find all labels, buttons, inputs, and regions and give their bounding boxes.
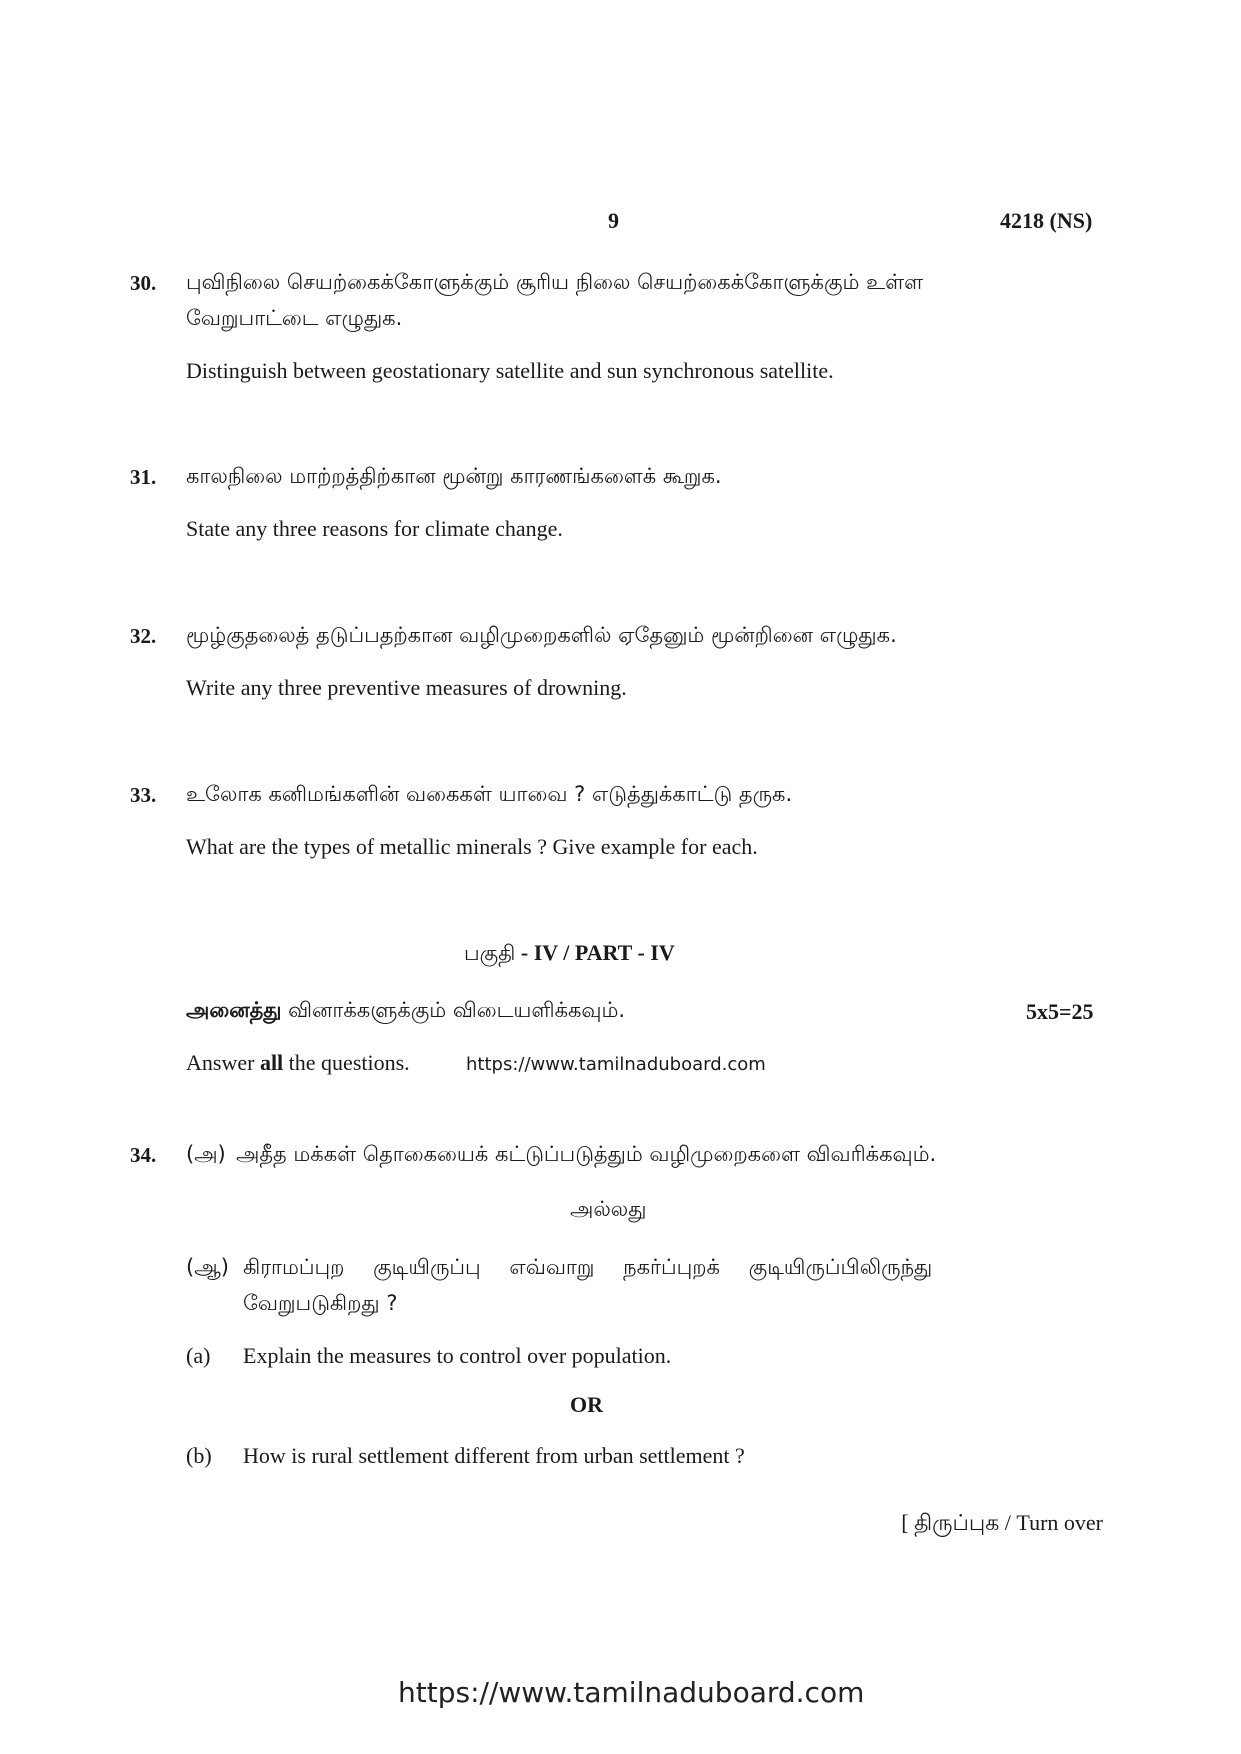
footer-url[interactable]: https://www.tamilnaduboard.com (398, 1676, 865, 1709)
instruction-tamil-bold: அனைத்து (186, 998, 282, 1022)
option-a-label-english: (a) (186, 1343, 211, 1368)
part-heading-tamil: பகுதி (464, 941, 516, 965)
question-number: 30. (130, 271, 157, 295)
question-tamil-line: காலநிலை மாற்றத்திற்கான மூன்று காரணங்களைக் கூறுக. (186, 464, 722, 488)
paper-code: 4218 (NS) (1000, 208, 1093, 233)
watermark-url-inline[interactable]: https://www.tamilnaduboard.com (466, 1054, 766, 1075)
part-heading (464, 940, 675, 968)
or-tamil: அல்லது (570, 1197, 647, 1221)
instruction-english-bold: all (259, 1050, 284, 1075)
marks-allocation: 5x5=25 (1026, 999, 1094, 1024)
question-number: 32. (130, 624, 157, 648)
instruction-tamil (186, 998, 625, 1025)
turn-over-note: [ திருப்புக / Turn over (901, 1510, 1103, 1535)
or-english: OR (570, 1392, 603, 1417)
question-tamil-line: வேறுபாட்டை எழுதுக. (186, 306, 403, 330)
option-b-label-english: (b) (186, 1443, 212, 1468)
page-number: 9 (608, 208, 619, 233)
option-b-english: How is rural settlement different from urban settlement ? (243, 1443, 745, 1468)
option-a-english: Explain the measures to control over population. (243, 1343, 672, 1368)
question-tamil-line: புவிநிலை செயற்கைக்கோளுக்கும் சூரிய நிலை செயற்கைக்கோளுக்கும் உள்ள (186, 270, 924, 294)
question-number: 34. (130, 1143, 157, 1167)
question-number: 33. (130, 783, 157, 807)
instruction-tamil-rest: வினாக்களுக்கும் விடையளிக்கவும். (281, 998, 626, 1022)
instruction-english-post: the questions. (283, 1050, 410, 1075)
option-a-label-tamil: (அ) (186, 1142, 226, 1166)
question-english: State any three reasons for climate change. (186, 516, 563, 541)
instruction-english-pre: Answer (186, 1050, 260, 1075)
question-tamil-line: மூழ்குதலைத் தடுப்பதற்கான வழிமுறைகளில் ஏதேனும் மூன்றினை எழுதுக. (186, 623, 897, 647)
option-b-label-tamil: (ஆ) (186, 1255, 229, 1279)
instruction-english (186, 1050, 410, 1076)
question-tamil-line: உலோக கனிமங்களின் வகைகள் யாவை ? எடுத்துக்காட்டு தருக. (186, 782, 793, 806)
question-number: 31. (130, 465, 157, 489)
question-english: Write any three preventive measures of drowning. (186, 675, 627, 700)
question-english: Distinguish between geostationary satellite and sun synchronous satellite. (186, 358, 834, 383)
question-english: What are the types of metallic minerals ? Give example for each. (186, 834, 758, 859)
part-heading-english: - IV / PART - IV (515, 940, 675, 965)
option-b-tamil-line: வேறுபடுகிறது ? (243, 1291, 398, 1315)
option-b-tamil-line: கிராமப்புற குடியிருப்பு எவ்வாறு நகர்ப்புறக் குடியிருப்பிலிருந்து (243, 1255, 933, 1279)
option-a-tamil: அதீத மக்கள் தொகையைக் கட்டுப்படுத்தும் வழிமுறைகளை விவரிக்கவும். (236, 1142, 937, 1166)
